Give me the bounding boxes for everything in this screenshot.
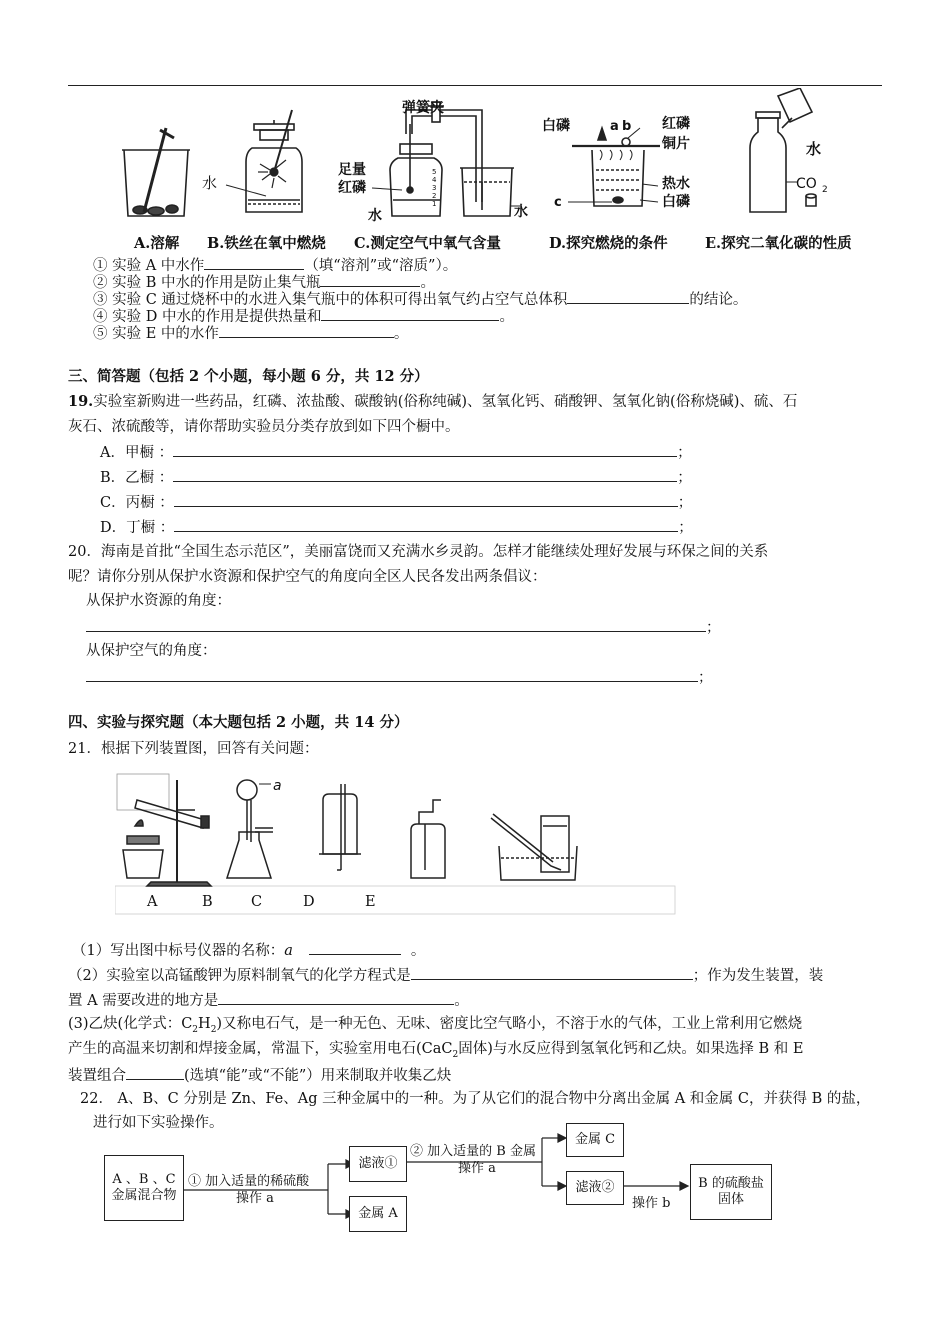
q21-part-3-line-2: 产生的高温来切割和焊接金属，常温下，实验室用电石(CaC$_2$固体)与水反应得到氢氧化钙和乙炔。如果选择 B 和 E <box>68 1041 804 1060</box>
flow-step1-text: ① 加入适量的稀硫酸 <box>188 1174 310 1189</box>
q21-part-2-line-2: 置 A 需要改进的地方是 。 <box>68 990 469 1010</box>
fig2-label-b: B <box>202 894 213 910</box>
section-3-heading: 三、简答题（包括 2 个小题，每小题 6 分，共 12 分） <box>68 368 429 385</box>
q19-line-1: 19.实验室新购进一些药品，红磷、浓盐酸、碳酸钠(俗称纯碱)、氢氧化钙、硝酸钾、氢氧化钠(俗称烧碱)、硫、石 <box>68 393 798 410</box>
answer-blank[interactable] <box>218 990 454 1005</box>
answer-blank[interactable] <box>173 442 677 457</box>
apparatus-e-diagram <box>750 88 828 212</box>
water-c2-label: 水 <box>514 204 528 220</box>
q22-line-1: 22． A、B、C 分别是 Zn、Fe、Ag 三种金属中的一种。为了从它们的混合物中分离出金属 A 和金属 C，并获得 B 的盐， <box>80 1091 871 1107</box>
flow-step1-op: 操作 a <box>236 1191 274 1206</box>
water-e-label: 水 <box>806 140 822 158</box>
tick-2: 2 <box>432 192 437 200</box>
hot-water-label: 热水 <box>662 176 690 192</box>
experiment-figure-1 <box>110 88 890 228</box>
q18-line-1: ① 实验 A 中水作 （填“溶剂”或“溶质”）。 <box>93 255 457 275</box>
caption-c: C.测定空气中氧气含量 <box>354 235 501 252</box>
flow-start-box: A 、B 、C 金属混合物 <box>104 1155 184 1221</box>
metal-a-box: 金属 A <box>349 1196 407 1232</box>
answer-blank[interactable] <box>219 323 394 338</box>
answer-blank[interactable] <box>320 272 420 287</box>
flow-step2-text: ② 加入适量的 B 金属 <box>410 1144 536 1159</box>
q20-line-1: 20．海南是首批“全国生态示范区”，美丽富饶而又充满水乡灵韵。怎样才能继续处理好发展与环保之间的关系 <box>68 544 769 560</box>
q18-line-3: ③ 实验 C 通过烧杯中的水进入集气瓶中的体积可得出氧气约占空气总体积 的结论。 <box>93 289 747 309</box>
white-phosphorus-top-label: 白磷 <box>542 118 570 134</box>
q21-intro: 21．根据下列装置图，回答有关问题： <box>68 741 319 757</box>
apparatus-d-bottle-diagram <box>411 800 445 878</box>
q18-line-5: ⑤ 实验 E 中的水作 。 <box>93 323 408 343</box>
label-c: c <box>554 195 562 210</box>
beaker-a-diagram <box>122 128 190 216</box>
water-c1-label: 水 <box>368 208 382 224</box>
tick-1: 1 <box>432 200 437 208</box>
answer-blank[interactable] <box>204 255 304 270</box>
cabinet-a: A．甲橱 ： ； <box>100 442 692 462</box>
section-4-heading: 四、实验与探究题（本大题包括 2 小题，共 14 分） <box>68 714 409 731</box>
q18-line-2: ② 实验 B 中水的作用是防止集气瓶 。 <box>93 272 435 292</box>
filtrate-1-box: 滤液① <box>349 1146 407 1182</box>
tick-3: 3 <box>432 184 437 192</box>
copper-label: 铜片 <box>662 136 690 152</box>
red-phosphorus-d-label: 红磷 <box>662 116 690 132</box>
q18-line-4: ④ 实验 D 中水的作用是提供热量和 。 <box>93 306 514 326</box>
tick-4: 4 <box>432 176 437 184</box>
answer-blank[interactable] <box>126 1065 184 1080</box>
answer-blank[interactable] <box>174 492 678 507</box>
metal-c-box: 金属 C <box>566 1123 624 1157</box>
co2-label: CO <box>796 176 817 192</box>
answer-blank[interactable] <box>309 940 401 955</box>
answer-blank[interactable] <box>567 289 689 304</box>
answer-blank[interactable] <box>411 965 693 980</box>
cabinet-b: B．乙橱 ： ； <box>100 467 692 487</box>
top-rule <box>68 85 882 86</box>
answer-blank[interactable] <box>321 306 499 321</box>
q20-water-label: 从保护水资源的角度： <box>86 593 231 609</box>
q21-part-2-line-1: （2）实验室以高锰酸钾为原料制氧气的化学方程式是 ；作为发生装置，装 <box>68 965 823 985</box>
cabinet-c: C．丙橱 ： ； <box>100 492 692 512</box>
q22-line-2: 进行如下实验操作。 <box>93 1115 224 1131</box>
caption-e: E.探究二氧化碳的性质 <box>705 235 852 252</box>
jar-b-diagram <box>202 110 302 212</box>
q20-air-label: 从保护空气的角度： <box>86 643 217 659</box>
apparatus-figure-2 <box>115 770 680 915</box>
tick-5: 5 <box>432 168 437 176</box>
q21-part-3-line-1: (3)乙炔(化学式：$C_2H_2$)又称电石气，是一种无色、无味、密度比空气略小，不溶于水的气体，工业上常利用它燃烧 <box>68 1016 803 1035</box>
instrument-a-label: a <box>273 778 282 794</box>
white-phosphorus-bottom-label: 白磷 <box>662 194 690 210</box>
fig2-label-c: C <box>251 894 263 910</box>
red-phosphorus-c-label: 红磷 <box>338 180 366 196</box>
fig2-label-a: A <box>147 894 158 910</box>
caption-d: D.探究燃烧的条件 <box>549 235 668 252</box>
apparatus-c-diagram <box>338 99 528 224</box>
q20-line-2: 呢？请你分别从保护水资源和保护空气的角度向全区人民各发出两条倡议： <box>68 569 547 585</box>
label-a: a <box>610 119 619 134</box>
flow-step2-op: 操作 a <box>458 1161 496 1176</box>
apparatus-d-diagram <box>542 115 690 210</box>
answer-blank[interactable] <box>86 667 698 682</box>
label-b: b <box>622 119 632 134</box>
enough-label: 足量 <box>338 162 366 178</box>
water-b-label: 水 <box>202 174 218 192</box>
answer-blank[interactable] <box>174 517 678 532</box>
caption-a: A.溶解 <box>134 235 180 252</box>
cabinet-d: D．丁橱 ： ； <box>100 517 693 537</box>
fig2-label-e: E <box>365 894 376 910</box>
answer-blank[interactable] <box>86 617 706 632</box>
final-product-box: B 的硫酸盐 固体 <box>690 1164 772 1220</box>
apparatus-a-diagram <box>123 780 211 886</box>
flow-step3-op: 操作 b <box>632 1196 671 1211</box>
q21-part-3-line-3: 装置组合 (选填“能”或“不能”）用来制取并收集乙炔 <box>68 1065 451 1085</box>
fig2-label-d: D <box>303 894 315 910</box>
co2-subscript: 2 <box>822 185 828 195</box>
apparatus-e-trough-diagram <box>491 814 577 880</box>
clip-label: 弹簧夹 <box>402 100 444 116</box>
apparatus-c-bottle-diagram <box>319 784 361 870</box>
q21-part-1: （1）写出图中标号仪器的名称：a 。 <box>72 940 425 960</box>
caption-b: B.铁丝在氧中燃烧 <box>207 235 326 252</box>
apparatus-b-diagram <box>227 778 282 878</box>
q20-water-answer: ； <box>86 617 721 637</box>
filtrate-2-box: 滤液② <box>566 1171 624 1205</box>
q19-line-2: 灰石、浓硫酸等，请你帮助实验员分类存放到如下四个橱中。 <box>68 419 460 435</box>
answer-blank[interactable] <box>173 467 677 482</box>
q20-air-answer: ； <box>86 667 713 687</box>
